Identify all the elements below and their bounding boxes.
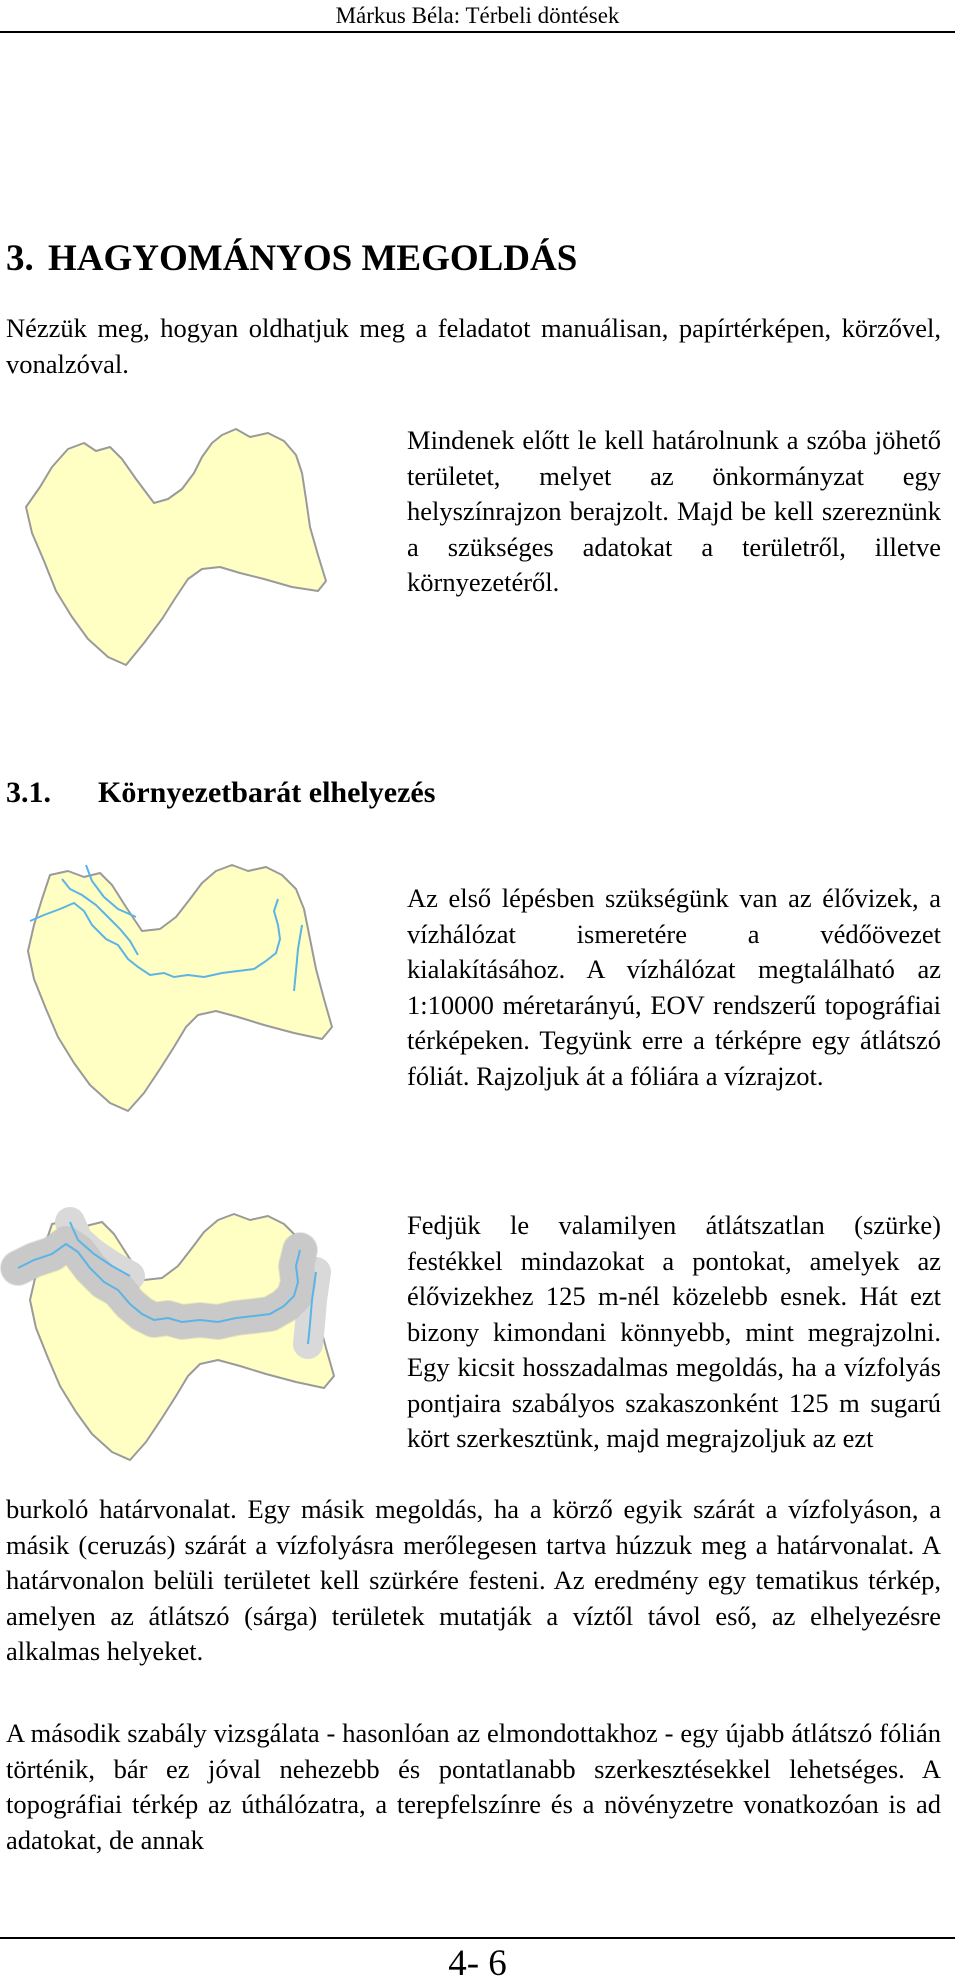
paragraph-buffer-continued: burkoló határvonalat. Egy másik megoldás, ha a körző egyik szárát a vízfolyáson, a másik (ceruzás) szárát a vízfolyásra merőlegesen tartva húzzuk meg a határvonalat. A határvonalon belüli területet kell szürkére festeni. Az eredmény egy tematikus térkép, amelyen az átlátszó (sárga) területek mutatják a víztől távol eső, az elhelyezésre alkalmas helyeket.: [6, 1494, 941, 1666]
buffer-zone-map: [4, 1204, 356, 1464]
paragraph-buffer-wrapped: Fedjük le valamilyen átlátszatlan (szürke) festékkel mindazokat a pontokat, amelyek az élővizekhez 125 m-nél közelebb esnek. Hát ezt bizony kimondani könnyebb, mint megrajzolni. Egy kicsit hosszadalmas megoldás, ha a vízfolyás pontjaira szabályos szakaszonként 125 m sugarú kört szerkesztünk, majd megrajzoljuk az ezt: [407, 1210, 941, 1453]
paragraph-delineation: Mindenek előtt le kell határolnunk a szóba jöhető területet, melyet az önkormányzat egy helyszínrajzon berajzolt. Majd be kell szereznünk a szükséges adatokat a területről, illetve környezetéről.: [407, 425, 941, 597]
subsection-number: 3.1.: [6, 776, 51, 809]
area-polygon: [28, 865, 332, 1111]
header-rule: [0, 31, 955, 33]
section-number: 3.: [6, 238, 34, 279]
paragraph-second-rule: A második szabály vizsgálata - hasonlóan az elmondottakhoz - egy újabb átlátszó fólián történik, bár ez jóval nehezebb és pontatlanabb szerkesztésekkel lehetséges. A topográfiai térkép az úthálózatra, a terepfelszínre és a növényzetre vonatkozóan is ad adatokat, de annak: [6, 1718, 941, 1855]
area-polygon: [26, 429, 326, 665]
area-outline-map: [26, 421, 336, 671]
subsection-heading: [6, 774, 435, 812]
paragraph-water-network: Az első lépésben szükségünk van az élővizek, a vízhálózat ismeretére a védőövezet kialakításához. A vízhálózat megtalálható az 1:10000 méretarányú, EOV rendszerű topográfiai térképeken. Tegyünk erre a térképre egy átlátszó fóliát. Rajzoljuk át a fóliára a vízrajzot.: [407, 883, 941, 1091]
footer-rule: [0, 1937, 955, 1939]
page-number: 4- 6: [448, 1943, 507, 1984]
running-header: Márkus Béla: Térbeli döntések: [335, 3, 620, 28]
watercourse-map: [26, 859, 346, 1114]
section-heading: [6, 236, 577, 282]
section-title: HAGYOMÁNYOS MEGOLDÁS: [48, 238, 578, 279]
subsection-title: Környezetbarát elhelyezés: [98, 776, 436, 809]
intro-paragraph: Nézzük meg, hogyan oldhatjuk meg a feladatot manuálisan, papírtérképen, körzővel, vonalzóval.: [6, 313, 941, 379]
